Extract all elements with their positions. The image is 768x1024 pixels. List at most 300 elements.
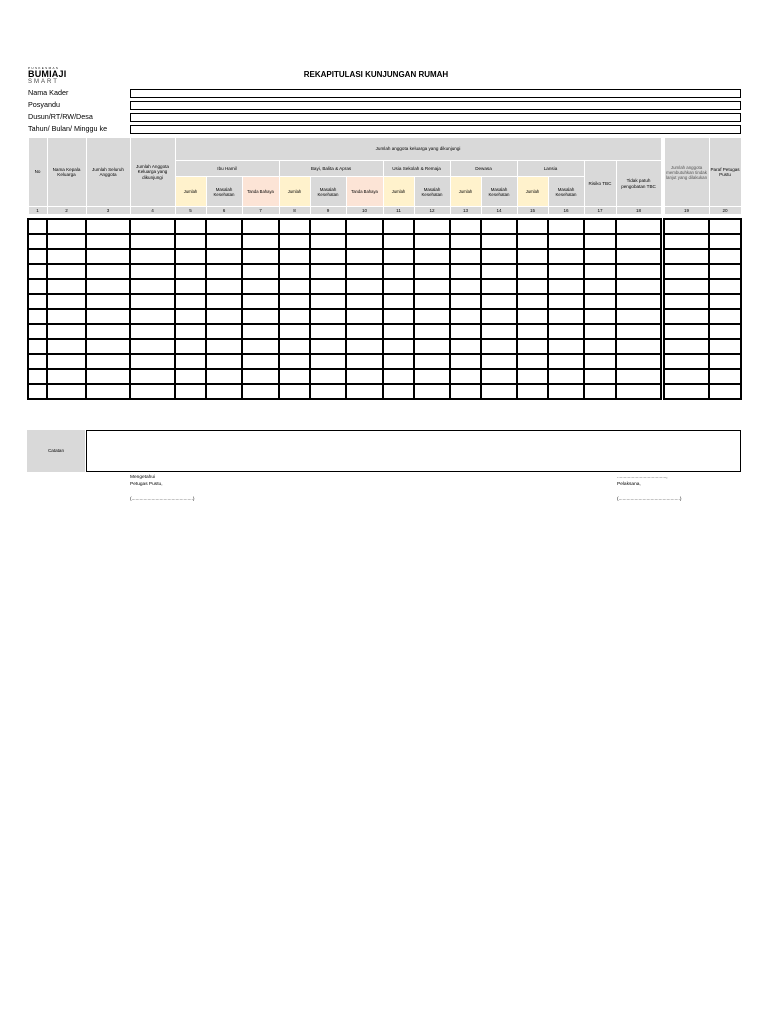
table-cell[interactable] bbox=[481, 339, 517, 354]
table-cell[interactable] bbox=[709, 249, 741, 264]
table-cell[interactable] bbox=[47, 279, 86, 294]
table-cell[interactable] bbox=[517, 339, 548, 354]
table-cell[interactable] bbox=[616, 279, 661, 294]
table-cell[interactable] bbox=[28, 249, 47, 264]
table-cell[interactable] bbox=[130, 324, 175, 339]
table-cell[interactable] bbox=[709, 384, 741, 399]
table-row bbox=[28, 369, 741, 384]
table-cell[interactable] bbox=[584, 309, 616, 324]
table-cell[interactable] bbox=[310, 309, 346, 324]
table-cell[interactable] bbox=[383, 249, 414, 264]
column-number: 5 bbox=[175, 207, 206, 215]
table-cell[interactable] bbox=[414, 384, 450, 399]
table-cell[interactable] bbox=[279, 264, 310, 279]
table-cell[interactable] bbox=[175, 384, 206, 399]
table-cell[interactable] bbox=[548, 234, 584, 249]
table-cell[interactable] bbox=[709, 309, 741, 324]
table-cell[interactable] bbox=[450, 219, 481, 234]
table-cell[interactable] bbox=[383, 294, 414, 309]
subheader-masalah: Masalah Kesehatan bbox=[206, 177, 242, 207]
table-cell[interactable] bbox=[242, 264, 279, 279]
field-label-dusun: Dusun/RT/RW/Desa bbox=[28, 112, 93, 121]
header-nama-kepala: Nama Kepala Keluarga bbox=[47, 138, 86, 207]
table-cell[interactable] bbox=[86, 369, 130, 384]
column-number: 15 bbox=[517, 207, 548, 215]
table-cell[interactable] bbox=[709, 354, 741, 369]
page-title: REKAPITULASI KUNJUNGAN RUMAH bbox=[303, 70, 449, 79]
table-cell[interactable] bbox=[664, 354, 709, 369]
signature-right-line2: Pelaksana, bbox=[617, 482, 641, 487]
table-cell[interactable] bbox=[383, 384, 414, 399]
table-cell[interactable] bbox=[310, 369, 346, 384]
table-cell[interactable] bbox=[28, 294, 47, 309]
table-cell[interactable] bbox=[242, 369, 279, 384]
table-cell[interactable] bbox=[450, 264, 481, 279]
table-cell[interactable] bbox=[481, 384, 517, 399]
table-cell[interactable] bbox=[130, 369, 175, 384]
table-cell[interactable] bbox=[584, 234, 616, 249]
table-cell[interactable] bbox=[47, 219, 86, 234]
table-cell[interactable] bbox=[242, 279, 279, 294]
table-cell[interactable] bbox=[450, 384, 481, 399]
table-cell[interactable] bbox=[242, 324, 279, 339]
table-cell[interactable] bbox=[28, 324, 47, 339]
column-number: 19 bbox=[664, 207, 709, 215]
table-cell[interactable] bbox=[346, 324, 383, 339]
table-row bbox=[28, 219, 741, 234]
catatan-label: Catatan bbox=[27, 430, 85, 472]
header-tindak-lanjut: Jumlah anggota membutuhkan tindak lanjut yang dilakukan bbox=[664, 138, 709, 207]
table-cell[interactable] bbox=[481, 219, 517, 234]
table-cell[interactable] bbox=[86, 264, 130, 279]
table-cell[interactable] bbox=[584, 339, 616, 354]
table-cell[interactable] bbox=[47, 249, 86, 264]
table-cell[interactable] bbox=[517, 219, 548, 234]
table-cell[interactable] bbox=[616, 294, 661, 309]
table-cell[interactable] bbox=[346, 234, 383, 249]
header-dewasa: Dewasa bbox=[450, 161, 517, 177]
table-cell[interactable] bbox=[616, 264, 661, 279]
table-row bbox=[28, 324, 741, 339]
field-label-posyandu: Posyandu bbox=[28, 100, 60, 109]
table-cell[interactable] bbox=[310, 339, 346, 354]
table-cell[interactable] bbox=[383, 324, 414, 339]
table-cell[interactable] bbox=[517, 384, 548, 399]
table-cell[interactable] bbox=[450, 339, 481, 354]
table-cell[interactable] bbox=[206, 279, 242, 294]
table-cell[interactable] bbox=[310, 219, 346, 234]
table-cell[interactable] bbox=[28, 219, 47, 234]
column-number: 20 bbox=[709, 207, 741, 215]
header-paraf: Paraf Petugas Pustu bbox=[709, 138, 741, 207]
table-cell[interactable] bbox=[206, 264, 242, 279]
table-cell[interactable] bbox=[310, 264, 346, 279]
table-cell[interactable] bbox=[664, 264, 709, 279]
column-number: 2 bbox=[47, 207, 86, 215]
table-cell[interactable] bbox=[664, 339, 709, 354]
table-cell[interactable] bbox=[383, 264, 414, 279]
table-row bbox=[28, 279, 741, 294]
table-cell[interactable] bbox=[548, 354, 584, 369]
table-cell[interactable] bbox=[709, 369, 741, 384]
table-cell[interactable] bbox=[450, 354, 481, 369]
table-cell[interactable] bbox=[548, 384, 584, 399]
table-cell[interactable] bbox=[414, 279, 450, 294]
table-cell[interactable] bbox=[616, 249, 661, 264]
table-cell[interactable] bbox=[206, 234, 242, 249]
table-cell[interactable] bbox=[346, 339, 383, 354]
table-cell[interactable] bbox=[175, 264, 206, 279]
logo-main-text: BUMIAJI bbox=[28, 69, 67, 79]
table-cell[interactable] bbox=[450, 309, 481, 324]
table-cell[interactable] bbox=[86, 309, 130, 324]
table-cell[interactable] bbox=[310, 279, 346, 294]
subheader-jumlah: Jumlah bbox=[279, 177, 310, 207]
table-cell[interactable] bbox=[86, 234, 130, 249]
column-number: 9 bbox=[310, 207, 346, 215]
table-cell[interactable] bbox=[584, 369, 616, 384]
table-cell[interactable] bbox=[450, 234, 481, 249]
table-cell[interactable] bbox=[28, 234, 47, 249]
table-cell[interactable] bbox=[709, 264, 741, 279]
table-cell[interactable] bbox=[481, 324, 517, 339]
table-cell[interactable] bbox=[175, 369, 206, 384]
subheader-jumlah: Jumlah bbox=[383, 177, 414, 207]
table-cell[interactable] bbox=[383, 369, 414, 384]
table-cell[interactable] bbox=[130, 354, 175, 369]
table-cell[interactable] bbox=[346, 384, 383, 399]
table-cell[interactable] bbox=[346, 294, 383, 309]
signature-left-name: (..............................................) bbox=[130, 497, 195, 502]
table-cell[interactable] bbox=[450, 324, 481, 339]
table-cell[interactable] bbox=[28, 264, 47, 279]
table-cell[interactable] bbox=[548, 279, 584, 294]
table-cell[interactable] bbox=[86, 324, 130, 339]
table-cell[interactable] bbox=[584, 279, 616, 294]
table-row bbox=[28, 294, 741, 309]
column-number: 4 bbox=[130, 207, 175, 215]
table-cell[interactable] bbox=[548, 324, 584, 339]
table-cell[interactable] bbox=[206, 219, 242, 234]
table-cell[interactable] bbox=[130, 309, 175, 324]
table-cell[interactable] bbox=[86, 249, 130, 264]
field-input-nama-kader[interactable] bbox=[130, 89, 741, 98]
table-cell[interactable] bbox=[206, 249, 242, 264]
table-cell[interactable] bbox=[383, 354, 414, 369]
table-cell[interactable] bbox=[47, 369, 86, 384]
signature-left-line2: Petugas Pustu, bbox=[130, 482, 163, 487]
header-lansia: Lansia bbox=[517, 161, 584, 177]
table-cell[interactable] bbox=[709, 324, 741, 339]
column-number: 12 bbox=[414, 207, 450, 215]
column-number-row bbox=[28, 207, 741, 215]
table-cell[interactable] bbox=[310, 384, 346, 399]
table-cell[interactable] bbox=[47, 339, 86, 354]
table-cell[interactable] bbox=[279, 219, 310, 234]
table-cell[interactable] bbox=[28, 384, 47, 399]
table-cell[interactable] bbox=[175, 354, 206, 369]
table-cell[interactable] bbox=[414, 219, 450, 234]
table-cell[interactable] bbox=[414, 234, 450, 249]
table-cell[interactable] bbox=[481, 354, 517, 369]
table-cell[interactable] bbox=[28, 279, 47, 294]
table-cell[interactable] bbox=[383, 339, 414, 354]
table-cell[interactable] bbox=[175, 249, 206, 264]
table-cell[interactable] bbox=[279, 309, 310, 324]
table-cell[interactable] bbox=[584, 249, 616, 264]
table-cell[interactable] bbox=[206, 294, 242, 309]
table-cell[interactable] bbox=[47, 384, 86, 399]
table-cell[interactable] bbox=[664, 234, 709, 249]
table-cell[interactable] bbox=[450, 279, 481, 294]
table-cell[interactable] bbox=[130, 384, 175, 399]
table-cell[interactable] bbox=[28, 354, 47, 369]
header-jumlah-dikunjungi: Jumlah Anggota Keluarga yang dikunjungi bbox=[130, 138, 175, 207]
table-cell[interactable] bbox=[346, 249, 383, 264]
table-cell[interactable] bbox=[414, 309, 450, 324]
field-input-tahun[interactable] bbox=[130, 125, 741, 134]
table-cell[interactable] bbox=[310, 354, 346, 369]
table-cell[interactable] bbox=[279, 354, 310, 369]
table-cell[interactable] bbox=[383, 279, 414, 294]
table-cell[interactable] bbox=[664, 219, 709, 234]
table-cell[interactable] bbox=[616, 234, 661, 249]
catatan-input[interactable] bbox=[86, 430, 741, 472]
signature-right-date: ....................................., bbox=[617, 475, 668, 480]
table-cell[interactable] bbox=[47, 264, 86, 279]
table-cell[interactable] bbox=[310, 249, 346, 264]
table-cell[interactable] bbox=[383, 309, 414, 324]
table-cell[interactable] bbox=[47, 309, 86, 324]
header-risiko-tbc: Risiko TBC bbox=[584, 161, 616, 207]
table-cell[interactable] bbox=[346, 219, 383, 234]
table-cell[interactable] bbox=[709, 339, 741, 354]
table-cell[interactable] bbox=[414, 294, 450, 309]
table-cell[interactable] bbox=[206, 324, 242, 339]
table-cell[interactable] bbox=[86, 384, 130, 399]
table-cell[interactable] bbox=[206, 339, 242, 354]
table-cell[interactable] bbox=[517, 249, 548, 264]
table-cell[interactable] bbox=[709, 294, 741, 309]
table-cell[interactable] bbox=[346, 264, 383, 279]
table-cell[interactable] bbox=[548, 369, 584, 384]
table-cell[interactable] bbox=[346, 369, 383, 384]
table-cell[interactable] bbox=[279, 279, 310, 294]
table-cell[interactable] bbox=[47, 354, 86, 369]
table-cell[interactable] bbox=[279, 384, 310, 399]
table-cell[interactable] bbox=[206, 369, 242, 384]
table-cell[interactable] bbox=[584, 264, 616, 279]
table-cell[interactable] bbox=[664, 384, 709, 399]
table-cell[interactable] bbox=[279, 339, 310, 354]
table-cell[interactable] bbox=[517, 354, 548, 369]
table-cell[interactable] bbox=[130, 234, 175, 249]
table-cell[interactable] bbox=[709, 279, 741, 294]
logo-sub-text: SMART bbox=[28, 79, 59, 85]
table-cell[interactable] bbox=[517, 309, 548, 324]
table-cell[interactable] bbox=[584, 354, 616, 369]
table-cell[interactable] bbox=[548, 249, 584, 264]
table-cell[interactable] bbox=[86, 219, 130, 234]
table-cell[interactable] bbox=[414, 264, 450, 279]
subheader-tanda-bahaya: Tanda Bahaya bbox=[346, 177, 383, 207]
table-cell[interactable] bbox=[548, 309, 584, 324]
table-cell[interactable] bbox=[548, 339, 584, 354]
table-cell[interactable] bbox=[664, 279, 709, 294]
table-cell[interactable] bbox=[175, 339, 206, 354]
table-cell[interactable] bbox=[47, 234, 86, 249]
table-cell[interactable] bbox=[584, 384, 616, 399]
table-cell[interactable] bbox=[242, 219, 279, 234]
column-number: 3 bbox=[86, 207, 130, 215]
table-cell[interactable] bbox=[86, 279, 130, 294]
table-cell[interactable] bbox=[517, 294, 548, 309]
table-row bbox=[28, 384, 741, 399]
table-cell[interactable] bbox=[175, 309, 206, 324]
table-cell[interactable] bbox=[206, 354, 242, 369]
table-cell[interactable] bbox=[616, 339, 661, 354]
table-cell[interactable] bbox=[242, 309, 279, 324]
table-cell[interactable] bbox=[28, 309, 47, 324]
table-cell[interactable] bbox=[279, 324, 310, 339]
table-cell[interactable] bbox=[450, 369, 481, 384]
table-cell[interactable] bbox=[548, 219, 584, 234]
table-cell[interactable] bbox=[481, 234, 517, 249]
table-cell[interactable] bbox=[310, 234, 346, 249]
table-cell[interactable] bbox=[242, 294, 279, 309]
logo-top-text: PUSKESMAS bbox=[28, 66, 60, 70]
table-cell[interactable] bbox=[346, 279, 383, 294]
table-cell[interactable] bbox=[175, 294, 206, 309]
table-cell[interactable] bbox=[616, 369, 661, 384]
table-cell[interactable] bbox=[279, 234, 310, 249]
table-cell[interactable] bbox=[130, 339, 175, 354]
table-cell[interactable] bbox=[130, 264, 175, 279]
table-cell[interactable] bbox=[664, 309, 709, 324]
table-cell[interactable] bbox=[548, 264, 584, 279]
table-cell[interactable] bbox=[242, 234, 279, 249]
table-cell[interactable] bbox=[616, 324, 661, 339]
table-cell[interactable] bbox=[346, 354, 383, 369]
table-cell[interactable] bbox=[242, 339, 279, 354]
table-cell[interactable] bbox=[616, 354, 661, 369]
table-cell[interactable] bbox=[481, 249, 517, 264]
table-cell[interactable] bbox=[616, 219, 661, 234]
column-number: 14 bbox=[481, 207, 517, 215]
subheader-jumlah: Jumlah bbox=[517, 177, 548, 207]
table-row bbox=[28, 339, 741, 354]
table-cell[interactable] bbox=[709, 219, 741, 234]
table-row bbox=[28, 354, 741, 369]
table-cell[interactable] bbox=[28, 339, 47, 354]
table-cell[interactable] bbox=[481, 309, 517, 324]
table-cell[interactable] bbox=[310, 324, 346, 339]
field-input-dusun[interactable] bbox=[130, 113, 741, 122]
table-cell[interactable] bbox=[664, 249, 709, 264]
header-no: No bbox=[28, 138, 47, 207]
table-cell[interactable] bbox=[481, 294, 517, 309]
table-cell[interactable] bbox=[279, 294, 310, 309]
column-number: 17 bbox=[584, 207, 616, 215]
table-cell[interactable] bbox=[242, 249, 279, 264]
header-usia-sekolah: Usia Sekolah & Remaja bbox=[383, 161, 450, 177]
table-cell[interactable] bbox=[414, 339, 450, 354]
table-row bbox=[28, 234, 741, 249]
table-cell[interactable] bbox=[664, 294, 709, 309]
table-cell[interactable] bbox=[616, 384, 661, 399]
table-cell[interactable] bbox=[175, 324, 206, 339]
table-cell[interactable] bbox=[130, 279, 175, 294]
column-number: 10 bbox=[346, 207, 383, 215]
table-cell[interactable] bbox=[517, 234, 548, 249]
table-cell[interactable] bbox=[709, 234, 741, 249]
table-cell[interactable] bbox=[414, 249, 450, 264]
table-cell[interactable] bbox=[383, 234, 414, 249]
table-cell[interactable] bbox=[584, 294, 616, 309]
table-cell[interactable] bbox=[481, 369, 517, 384]
table-cell[interactable] bbox=[242, 354, 279, 369]
table-cell[interactable] bbox=[310, 294, 346, 309]
table-cell[interactable] bbox=[279, 369, 310, 384]
table-cell[interactable] bbox=[548, 294, 584, 309]
table-cell[interactable] bbox=[206, 384, 242, 399]
table-row bbox=[28, 249, 741, 264]
table-cell[interactable] bbox=[86, 354, 130, 369]
column-number: 7 bbox=[242, 207, 279, 215]
table-cell[interactable] bbox=[517, 264, 548, 279]
table-cell[interactable] bbox=[517, 279, 548, 294]
table-cell[interactable] bbox=[414, 354, 450, 369]
table-cell[interactable] bbox=[175, 219, 206, 234]
table-cell[interactable] bbox=[414, 369, 450, 384]
table-cell[interactable] bbox=[450, 294, 481, 309]
field-label-tahun: Tahun/ Bulan/ Minggu ke bbox=[28, 124, 108, 133]
table-cell[interactable] bbox=[616, 309, 661, 324]
table-cell[interactable] bbox=[206, 309, 242, 324]
table-cell[interactable] bbox=[414, 324, 450, 339]
table-cell[interactable] bbox=[175, 279, 206, 294]
table-cell[interactable] bbox=[86, 294, 130, 309]
table-cell[interactable] bbox=[242, 384, 279, 399]
table-cell[interactable] bbox=[130, 219, 175, 234]
subheader-masalah: Masalah Kesehatan bbox=[481, 177, 517, 207]
table-cell[interactable] bbox=[383, 219, 414, 234]
table-cell[interactable] bbox=[664, 324, 709, 339]
subheader-masalah: Masalah Kesehatan bbox=[310, 177, 346, 207]
table-cell[interactable] bbox=[130, 294, 175, 309]
table-cell[interactable] bbox=[584, 219, 616, 234]
table-cell[interactable] bbox=[47, 324, 86, 339]
column-number: 11 bbox=[383, 207, 414, 215]
table-cell[interactable] bbox=[481, 264, 517, 279]
table-cell[interactable] bbox=[28, 369, 47, 384]
table-cell[interactable] bbox=[175, 234, 206, 249]
table-cell[interactable] bbox=[86, 339, 130, 354]
table-cell[interactable] bbox=[517, 369, 548, 384]
subheader-jumlah: Jumlah bbox=[175, 177, 206, 207]
table-cell[interactable] bbox=[450, 249, 481, 264]
table-row bbox=[28, 264, 741, 279]
table-cell[interactable] bbox=[346, 309, 383, 324]
table-cell[interactable] bbox=[130, 249, 175, 264]
table-cell[interactable] bbox=[47, 294, 86, 309]
table-cell[interactable] bbox=[664, 369, 709, 384]
table-cell[interactable] bbox=[481, 279, 517, 294]
field-input-posyandu[interactable] bbox=[130, 101, 741, 110]
table-cell[interactable] bbox=[279, 249, 310, 264]
table-cell[interactable] bbox=[584, 324, 616, 339]
table-cell[interactable] bbox=[517, 324, 548, 339]
